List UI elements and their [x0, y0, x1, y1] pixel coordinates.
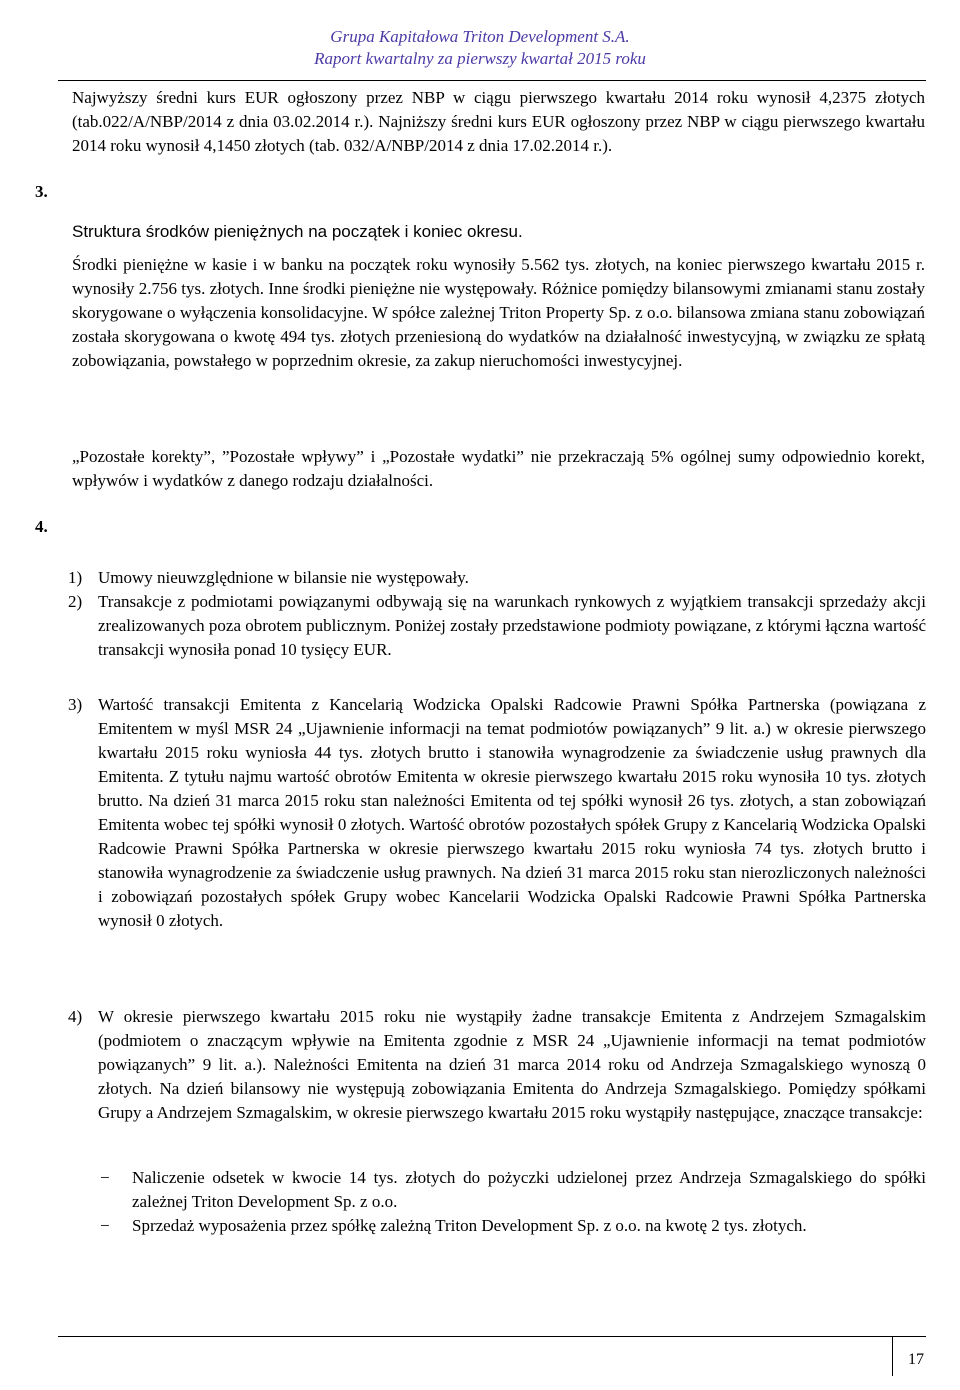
list-marker: 4) [68, 1007, 83, 1026]
list-item-text: Transakcje z podmiotami powiązanymi odbywają się na warunkach rynkowych z wyjątkiem transakcji sprzedaży akcji zrealizowanych poza obrotem publicznym. Poniżej zostały przedstawione podmioty powiązane, z którymi łączna wartość transakcji wynosiła ponad 10 tysięcy EUR. [98, 592, 926, 659]
dash-item-text: Naliczenie odsetek w kwocie 14 tys. złotych do pożyczki udzielonej przez Andrzeja Szmagalskiego do spółki zależnej Triton Development Sp. z o.o. [132, 1168, 926, 1211]
dash-item-text: Sprzedaż wyposażenia przez spółkę zależną Triton Development Sp. z o.o. na kwotę 2 tys. złotych. [132, 1216, 807, 1235]
header-report-title: Raport kwartalny za pierwszy kwartał 2015 roku [314, 49, 646, 68]
dash-marker: − [100, 1216, 110, 1235]
report-header [0, 26, 960, 70]
dash-item-1 [100, 1166, 926, 1214]
list-marker: 3) [68, 695, 83, 714]
page-number-frame [892, 1336, 893, 1376]
list-item-1 [68, 566, 926, 590]
paragraph-other-corrections: „Pozostałe korekty”, ”Pozostałe wpływy” i „Pozostałe wydatki” nie przekraczają 5% ogólnej sumy odpowiednio korekt, wpływów i wydatków z danego rodzaju działalności. [72, 447, 925, 490]
dash-item-2 [100, 1214, 926, 1238]
paragraph-exchange-rates: Najwyższy średni kurs EUR ogłoszony przez NBP w ciągu pierwszego kwartału 2014 roku wynosił 4,2375 złotych (tab.022/A/NBP/2014 z dnia 03.02.2014 r.). Najniższy średni kurs EUR ogłoszony przez NBP w ciągu pierwszego kwartału 2014 roku wynosił 4,1450 złotych (tab. 032/A/NBP/2014 z dnia 17.02.2014 r.). [72, 88, 925, 155]
header-divider [58, 80, 926, 81]
list-item-2 [68, 590, 926, 662]
section-4-number: 4. [35, 517, 48, 536]
header-company: Grupa Kapitałowa Triton Development S.A. [330, 27, 630, 46]
list-marker: 2) [68, 592, 83, 611]
list-item-3 [68, 693, 926, 933]
section-3-number: 3. [35, 182, 48, 201]
dash-marker: − [100, 1168, 110, 1187]
list-item-text: Wartość transakcji Emitenta z Kancelarią Wodzicka Opalski Radcowie Prawni Spółka Partnerska (powiązana z Emitentem w myśl MSR 24 „Ujawnienie informacji na temat podmiotów powiązanych” 9 lit. a.) w okresie pierwszego kwartału 2015 roku wyniosła 44 tys. złotych brutto i stanowiła wynagrodzenie za świadczenie usług prawnych dla Emitenta. Z tytułu najmu wartość obrotów Emitenta w okresie pierwszego kwartału 2015 roku wynosiła 10 tys. złotych brutto. Na dzień 31 marca 2015 roku stan należności Emitenta od tej spółki wynosił 26 tys. złotych, a stan zobowiązań Emitenta wobec tej spółki wynosił 0 złotych. Wartość obrotów pozostałych spółek Grupy z Kancelarią Wodzicka Opalski Radcowie Prawni Spółka Partnerska w okresie pierwszego kwartału 2015 roku wyniosła 74 tys. złotych brutto i stanowiła wynagrodzenie za świadczenie usług prawnych. Na dzień 31 marca 2015 roku stan nierozliczonych należności i zobowiązań pozostałych spółek Grupy wobec Kancelarii Wodzicka Opalski Radcowie Prawni Spółka Partnerska wynosił 0 złotych. [98, 695, 926, 930]
list-item-text: W okresie pierwszego kwartału 2015 roku nie wystąpiły żadne transakcje Emitenta z Andrzejem Szmagalskim (podmiotem o znaczącym wpływie na Emitenta zgodnie z MSR 24 „Ujawnienie informacji na temat podmiotów powiązanych” 9 lit. a.). Należności Emitenta na dzień 31 marca 2014 roku od Andrzeja Szmagalskiego wynoszą 0 złotych. Na dzień bilansowy nie występują zobowiązania Emitenta do Andrzeja Szmagalskiego. Pomiędzy spółkami Grupy a Andrzejem Szmagalskim, w okresie pierwszego kwartału 2015 roku wystąpiły następujące, znaczące transakcje: [98, 1007, 926, 1122]
paragraph-cash-structure: Środki pieniężne w kasie i w banku na początek roku wynosiły 5.562 tys. złotych, na koniec pierwszego kwartału 2015 r. wynosiły 2.756 tys. złotych. Inne środki pieniężne nie występowały. Różnice pomiędzy bilansowymi zmianami stanu zostały skorygowane o wyłączenia konsolidacyjne. W spółce zależnej Triton Property Sp. z o.o. bilansowa zmiana stanu zobowiązań została skorygowana o kwotę 494 tys. złotych przeniesioną do wydatków na działalność inwestycyjną, w związku ze spłatą zobowiązania, powstałego w poprzednim okresie, za zakup nieruchomości inwestycyjnej. [72, 255, 925, 370]
list-marker: 1) [68, 568, 83, 587]
page-number: 17 [908, 1351, 924, 1368]
footer-divider [58, 1336, 926, 1337]
list-item-text: Umowy nieuwzględnione w bilansie nie występowały. [98, 568, 469, 587]
section-3-title: Struktura środków pieniężnych na początek i koniec okresu. [72, 222, 523, 241]
list-item-4 [68, 1005, 926, 1125]
